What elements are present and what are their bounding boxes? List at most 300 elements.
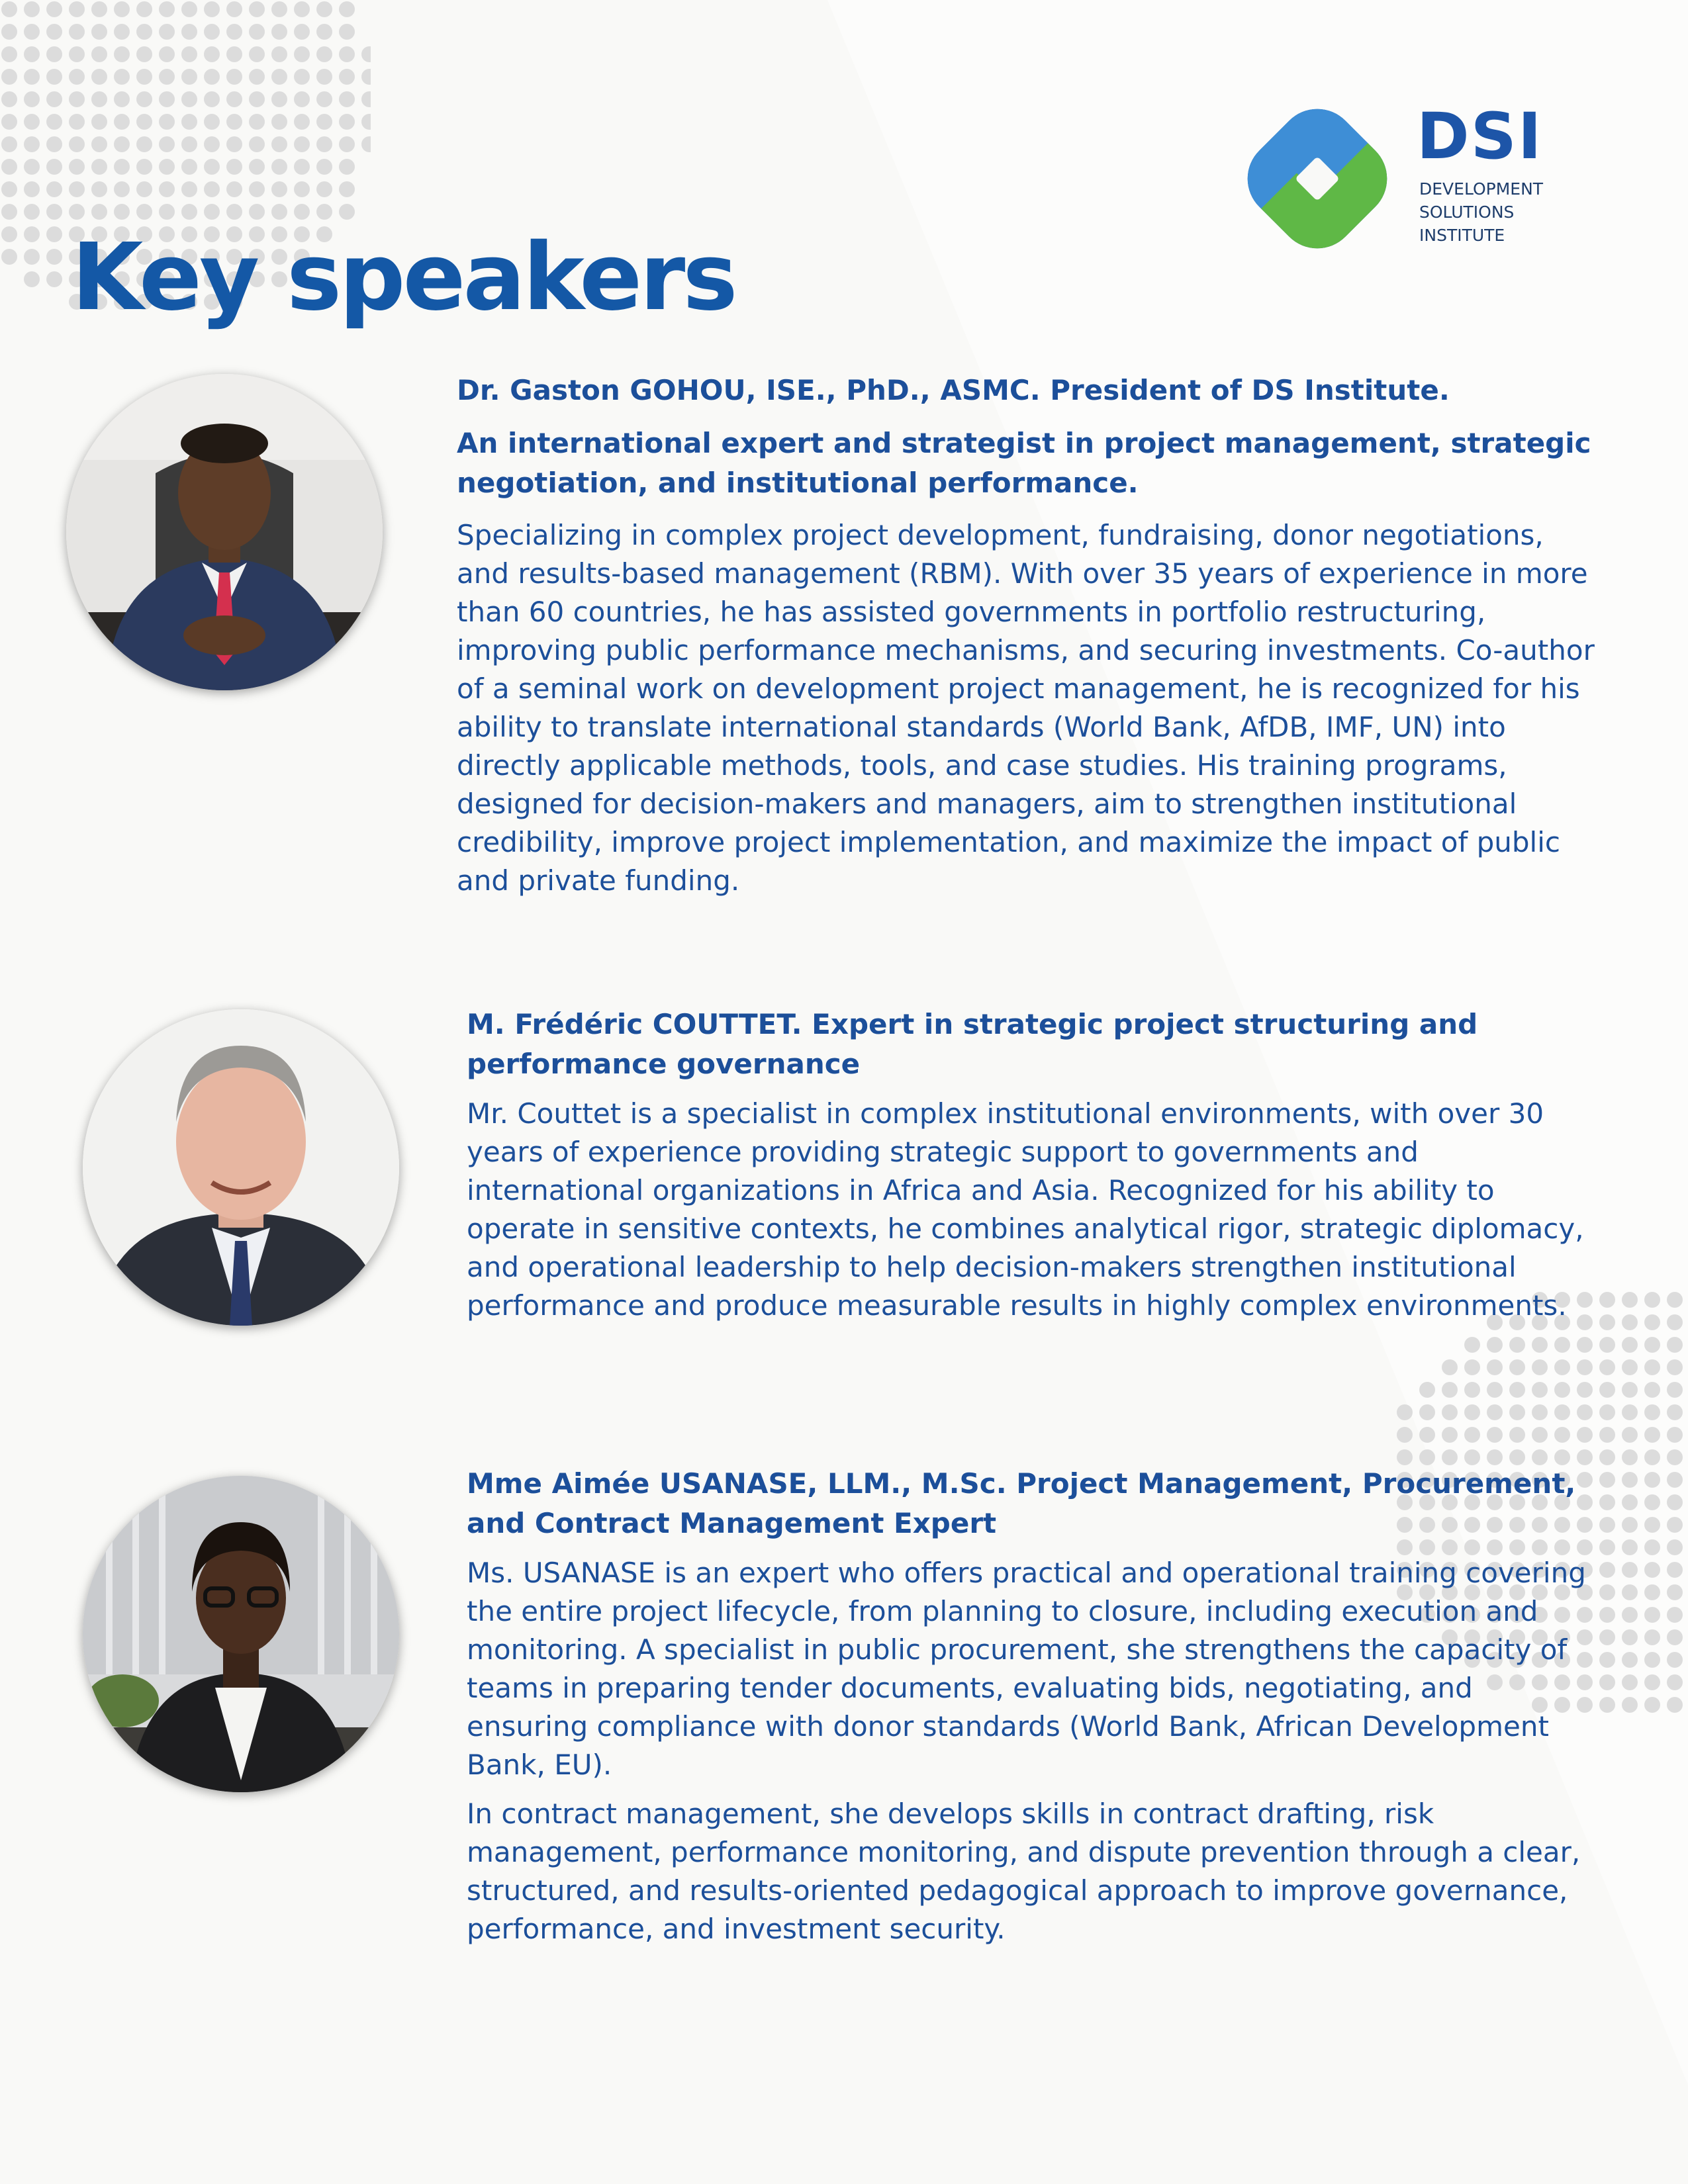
decorative-dot <box>1667 1697 1683 1713</box>
decorative-dot <box>1532 1449 1548 1465</box>
decorative-dot <box>271 91 287 107</box>
decorative-dot <box>204 136 220 152</box>
decorative-dot <box>69 46 85 62</box>
dsi-logo <box>1238 99 1582 258</box>
decorative-dot <box>91 46 107 62</box>
decorative-dot <box>249 46 265 62</box>
decorative-dot <box>114 46 130 62</box>
speaker-bio-gohou <box>457 371 1595 900</box>
decorative-dot <box>1622 1584 1638 1600</box>
decorative-dot <box>1622 1517 1638 1533</box>
decorative-dot <box>1667 1314 1683 1330</box>
decorative-dot <box>1644 1359 1660 1375</box>
decorative-dot <box>316 181 332 197</box>
decorative-dot <box>114 91 130 107</box>
decorative-dot <box>1442 1359 1458 1375</box>
decorative-dot <box>1509 1337 1525 1353</box>
decorative-dot <box>24 136 40 152</box>
decorative-dot <box>159 159 175 175</box>
decorative-dot <box>181 69 197 85</box>
decorative-dot <box>294 46 310 62</box>
decorative-dot <box>1644 1337 1660 1353</box>
decorative-dot <box>249 24 265 40</box>
decorative-dot <box>1 114 17 130</box>
decorative-dot <box>1554 1427 1570 1443</box>
decorative-dot <box>1622 1472 1638 1488</box>
decorative-dot <box>204 114 220 130</box>
decorative-dot <box>91 204 107 220</box>
decorative-dot <box>1599 1359 1615 1375</box>
decorative-dot <box>204 204 220 220</box>
decorative-dot <box>46 159 62 175</box>
decorative-dot <box>136 91 152 107</box>
decorative-dot <box>1464 1337 1480 1353</box>
decorative-dot <box>136 24 152 40</box>
decorative-dot <box>294 159 310 175</box>
decorative-dot <box>316 136 332 152</box>
decorative-dot <box>316 204 332 220</box>
decorative-dot <box>361 46 371 62</box>
decorative-dot <box>1667 1629 1683 1645</box>
decorative-dot <box>1 46 17 62</box>
decorative-dot <box>24 226 40 242</box>
decorative-dot <box>249 136 265 152</box>
decorative-dot <box>24 204 40 220</box>
decorative-dot <box>249 181 265 197</box>
decorative-dot <box>181 136 197 152</box>
decorative-dot <box>46 249 62 265</box>
decorative-dot <box>316 46 332 62</box>
decorative-dot <box>271 204 287 220</box>
decorative-dot <box>339 24 355 40</box>
decorative-dot <box>1 136 17 152</box>
decorative-dot <box>69 136 85 152</box>
decorative-dot <box>181 114 197 130</box>
decorative-dot <box>91 114 107 130</box>
decorative-dot <box>204 159 220 175</box>
decorative-dot <box>294 204 310 220</box>
decorative-dot <box>1644 1629 1660 1645</box>
decorative-dot <box>1667 1382 1683 1398</box>
decorative-dot <box>226 24 242 40</box>
speaker-heading: Mme Aimée USANASE, LLM., M.Sc. Project Management, Procurement, and Contract Management Expert <box>467 1467 1576 1539</box>
decorative-dot <box>271 1 287 17</box>
speaker-photo-gohou <box>66 374 383 690</box>
decorative-dot <box>1622 1629 1638 1645</box>
decorative-dot <box>361 69 371 85</box>
decorative-dot <box>1577 1382 1593 1398</box>
decorative-dot <box>316 159 332 175</box>
decorative-dot <box>159 181 175 197</box>
decorative-dot <box>69 1 85 17</box>
logo-subtitle-line: DEVELOPMENT <box>1419 179 1544 199</box>
decorative-dot <box>1599 1607 1615 1623</box>
decorative-dot <box>271 181 287 197</box>
decorative-dot <box>1622 1697 1638 1713</box>
decorative-dot <box>24 1 40 17</box>
speaker-heading: Dr. Gaston GOHOU, ISE., PhD., ASMC. President of DS Institute. <box>457 374 1450 406</box>
decorative-dot <box>294 69 310 85</box>
decorative-dot <box>1667 1359 1683 1375</box>
decorative-dot <box>1622 1652 1638 1668</box>
decorative-dot <box>1667 1584 1683 1600</box>
decorative-dot <box>1 24 17 40</box>
decorative-dot <box>1622 1674 1638 1690</box>
decorative-dot <box>226 159 242 175</box>
decorative-dot <box>24 249 40 265</box>
decorative-dot <box>1 91 17 107</box>
decorative-dot <box>69 69 85 85</box>
decorative-dot <box>114 69 130 85</box>
decorative-dot <box>91 69 107 85</box>
decorative-dot <box>91 91 107 107</box>
decorative-dot <box>1554 1449 1570 1465</box>
logo-subtitle-line: INSTITUTE <box>1419 226 1505 245</box>
decorative-dot <box>1599 1652 1615 1668</box>
decorative-dot <box>339 46 355 62</box>
decorative-dot <box>1487 1427 1503 1443</box>
decorative-dot <box>136 114 152 130</box>
decorative-dot <box>339 204 355 220</box>
decorative-dot <box>1667 1674 1683 1690</box>
decorative-dot <box>1599 1382 1615 1398</box>
decorative-dot <box>1667 1562 1683 1578</box>
decorative-dot <box>271 24 287 40</box>
decorative-dot <box>1442 1382 1458 1398</box>
decorative-dot <box>316 69 332 85</box>
decorative-dot <box>1442 1427 1458 1443</box>
decorative-dot <box>1644 1292 1660 1308</box>
decorative-dot <box>204 1 220 17</box>
decorative-dot <box>1442 1449 1458 1465</box>
decorative-dot <box>1599 1494 1615 1510</box>
decorative-dot <box>69 204 85 220</box>
decorative-dot <box>24 159 40 175</box>
decorative-dot <box>69 91 85 107</box>
decorative-dot <box>1532 1359 1548 1375</box>
speaker-bio-usanase <box>467 1464 1599 1948</box>
decorative-dot <box>1554 1382 1570 1398</box>
decorative-dot <box>1667 1292 1683 1308</box>
decorative-dot <box>339 136 355 152</box>
decorative-dot <box>91 159 107 175</box>
decorative-dot <box>91 24 107 40</box>
decorative-dot <box>1487 1404 1503 1420</box>
decorative-dot <box>136 204 152 220</box>
decorative-dot <box>226 69 242 85</box>
decorative-dot <box>204 69 220 85</box>
decorative-dot <box>1464 1427 1480 1443</box>
decorative-dot <box>339 91 355 107</box>
decorative-dot <box>1554 1404 1570 1420</box>
decorative-dot <box>361 114 371 130</box>
decorative-dot <box>294 24 310 40</box>
decorative-dot <box>1622 1449 1638 1465</box>
decorative-dot <box>271 136 287 152</box>
decorative-dot <box>1464 1359 1480 1375</box>
decorative-dot <box>249 114 265 130</box>
decorative-dot <box>1532 1382 1548 1398</box>
decorative-dot <box>136 181 152 197</box>
decorative-dot <box>114 1 130 17</box>
decorative-dot <box>1 249 17 265</box>
decorative-dot <box>1577 1427 1593 1443</box>
decorative-dot <box>339 69 355 85</box>
decorative-dot <box>1599 1292 1615 1308</box>
decorative-dot <box>294 1 310 17</box>
speaker-bio-text: Mr. Couttet is a specialist in complex institutional environments, with over 30 years of experience providing strategic support to governments and international organizations in Africa and Asia. Recognized for his ability to operate in sensitive contexts, he combines analytical rigor, strategic diplomacy, and operational leadership to help decision-makers strengthen institutional performance and produce measurable results in highly complex environments. <box>467 1097 1584 1322</box>
decorative-dot <box>181 159 197 175</box>
decorative-dot <box>226 204 242 220</box>
decorative-dot <box>46 226 62 242</box>
decorative-dot <box>1622 1314 1638 1330</box>
decorative-dot <box>1644 1697 1660 1713</box>
decorative-dot <box>46 1 62 17</box>
decorative-dot <box>204 24 220 40</box>
decorative-dot <box>1419 1427 1435 1443</box>
decorative-dot <box>1622 1539 1638 1555</box>
decorative-dot <box>46 271 62 287</box>
decorative-dot <box>1397 1449 1413 1465</box>
decorative-dot <box>339 1 355 17</box>
decorative-dot <box>91 136 107 152</box>
speaker-photo-couttet <box>83 1009 399 1326</box>
decorative-dot <box>1644 1449 1660 1465</box>
decorative-dot <box>1532 1337 1548 1353</box>
decorative-dot <box>1667 1652 1683 1668</box>
decorative-dot <box>24 69 40 85</box>
speaker-subheading: An international expert and strategist in project management, strategic negotiation, and institutional performance. <box>457 427 1591 499</box>
decorative-dot <box>181 204 197 220</box>
decorative-dot <box>1 226 17 242</box>
decorative-dot <box>1599 1314 1615 1330</box>
decorative-dot <box>1644 1382 1660 1398</box>
decorative-dot <box>136 159 152 175</box>
speaker-bio-text-2: In contract management, she develops skills in contract drafting, risk management, performance monitoring, and dispute prevention through a clear, structured, and results-oriented pedagogical approach to improve governance, performance, and investment security. <box>467 1797 1581 1945</box>
decorative-dot <box>1667 1517 1683 1533</box>
decorative-dot <box>226 114 242 130</box>
decorative-dot <box>1644 1584 1660 1600</box>
decorative-dot <box>316 91 332 107</box>
decorative-dot <box>1599 1584 1615 1600</box>
page-title: Key speakers <box>71 224 735 332</box>
decorative-dot <box>159 136 175 152</box>
decorative-dot <box>1 69 17 85</box>
decorative-dot <box>1599 1674 1615 1690</box>
decorative-dot <box>339 159 355 175</box>
decorative-dot <box>1644 1472 1660 1488</box>
decorative-dot <box>46 181 62 197</box>
decorative-dot <box>1622 1562 1638 1578</box>
decorative-dot <box>1464 1382 1480 1398</box>
logo-subtitle-line: SOLUTIONS <box>1419 203 1515 222</box>
decorative-dot <box>271 159 287 175</box>
decorative-dot <box>159 114 175 130</box>
decorative-dot <box>226 1 242 17</box>
decorative-dot <box>361 136 371 152</box>
decorative-dot <box>24 46 40 62</box>
decorative-dot <box>1599 1427 1615 1443</box>
decorative-dot <box>1397 1404 1413 1420</box>
decorative-dot <box>204 181 220 197</box>
decorative-dot <box>1644 1539 1660 1555</box>
decorative-dot <box>316 1 332 17</box>
decorative-dot <box>114 114 130 130</box>
decorative-dot <box>1667 1494 1683 1510</box>
decorative-dot <box>1644 1674 1660 1690</box>
decorative-dot <box>1442 1404 1458 1420</box>
decorative-dot <box>204 46 220 62</box>
decorative-dot <box>136 136 152 152</box>
decorative-dot <box>1644 1562 1660 1578</box>
speaker-bio-text: Specializing in complex project development, fundraising, donor negotiations, and results-based management (RBM). With over 35 years of experience in more than 60 countries, he has assisted governments in portfolio restructuring, improving public performance mechanisms, and securing investments. Co-author of a seminal work on development project management, he is recognized for his ability to translate international standards (World Bank, AfDB, IMF, UN) into directly applicable methods, tools, and case studies. His training programs, designed for decision-makers and managers, aim to strengthen institutional credibility, improve project implementation, and maximize the impact of public and private funding. <box>457 519 1595 897</box>
decorative-dot <box>316 114 332 130</box>
decorative-dot <box>361 91 371 107</box>
decorative-dot <box>1599 1697 1615 1713</box>
decorative-dot <box>1599 1472 1615 1488</box>
decorative-dot <box>204 91 220 107</box>
decorative-dot <box>249 91 265 107</box>
decorative-dot <box>1644 1607 1660 1623</box>
decorative-dot <box>316 24 332 40</box>
decorative-dot <box>1644 1404 1660 1420</box>
decorative-dot <box>1599 1562 1615 1578</box>
decorative-dot <box>46 114 62 130</box>
decorative-dot <box>1487 1449 1503 1465</box>
decorative-dot <box>1464 1404 1480 1420</box>
decorative-dot <box>1667 1472 1683 1488</box>
decorative-dot <box>24 114 40 130</box>
decorative-dot <box>1509 1449 1525 1465</box>
decorative-dot <box>271 114 287 130</box>
decorative-dot <box>46 204 62 220</box>
decorative-dot <box>271 46 287 62</box>
decorative-dot <box>114 136 130 152</box>
decorative-dot <box>69 114 85 130</box>
decorative-dot <box>46 136 62 152</box>
decorative-dot <box>91 181 107 197</box>
decorative-dot <box>294 91 310 107</box>
decorative-dot <box>1 204 17 220</box>
decorative-dot <box>24 24 40 40</box>
decorative-dot <box>159 69 175 85</box>
speaker-bio-couttet <box>467 1005 1599 1325</box>
decorative-dot <box>294 114 310 130</box>
decorative-dot <box>1599 1449 1615 1465</box>
decorative-dot <box>1487 1359 1503 1375</box>
decorative-dot <box>1622 1427 1638 1443</box>
decorative-dot <box>1599 1629 1615 1645</box>
decorative-dot <box>1532 1427 1548 1443</box>
decorative-dot <box>114 181 130 197</box>
decorative-dot <box>1 181 17 197</box>
decorative-dot <box>1509 1427 1525 1443</box>
decorative-dot <box>181 24 197 40</box>
decorative-dot <box>1644 1427 1660 1443</box>
decorative-dot <box>1509 1382 1525 1398</box>
decorative-dot <box>136 46 152 62</box>
decorative-dot <box>249 1 265 17</box>
decorative-dot <box>1644 1652 1660 1668</box>
decorative-dot <box>1487 1337 1503 1353</box>
decorative-dot <box>1644 1314 1660 1330</box>
decorative-dot <box>69 159 85 175</box>
decorative-dot <box>339 114 355 130</box>
decorative-dot <box>1622 1292 1638 1308</box>
decorative-dot <box>249 69 265 85</box>
decorative-dot <box>1509 1404 1525 1420</box>
decorative-dot <box>249 159 265 175</box>
decorative-dot <box>24 91 40 107</box>
decorative-dot <box>1622 1337 1638 1353</box>
decorative-dot <box>1667 1539 1683 1555</box>
decorative-dot <box>24 181 40 197</box>
decorative-dot <box>1554 1359 1570 1375</box>
logo-name: DSI <box>1417 99 1543 173</box>
decorative-dot <box>1622 1359 1638 1375</box>
decorative-dot <box>46 69 62 85</box>
decorative-dot <box>46 46 62 62</box>
dsi-logo-mark-icon <box>1238 99 1397 258</box>
decorative-dot <box>1577 1449 1593 1465</box>
decorative-dot <box>339 181 355 197</box>
decorative-dot <box>1419 1382 1435 1398</box>
decorative-dot <box>46 91 62 107</box>
decorative-dot <box>1622 1607 1638 1623</box>
decorative-dot <box>1644 1517 1660 1533</box>
decorative-dot <box>114 204 130 220</box>
decorative-dot <box>294 136 310 152</box>
decorative-dot <box>1644 1494 1660 1510</box>
decorative-dot <box>1 159 17 175</box>
decorative-dot <box>46 24 62 40</box>
decorative-dot <box>226 46 242 62</box>
decorative-dot <box>181 181 197 197</box>
decorative-dot <box>1532 1404 1548 1420</box>
decorative-dot <box>1397 1427 1413 1443</box>
decorative-dot <box>69 181 85 197</box>
decorative-dot <box>136 1 152 17</box>
decorative-dot <box>114 24 130 40</box>
decorative-dot <box>1622 1382 1638 1398</box>
decorative-dot <box>181 46 197 62</box>
decorative-dot <box>69 24 85 40</box>
decorative-dot <box>1599 1539 1615 1555</box>
decorative-dot <box>249 204 265 220</box>
decorative-dot <box>114 159 130 175</box>
speaker-bio-text: Ms. USANASE is an expert who offers practical and operational training covering the entire project lifecycle, from planning to closure, including execution and monitoring. A specialist in public procurement, she strengthens the capacity of teams in preparing tender documents, evaluating bids, negotiating, and ensuring compliance with donor standards (World Bank, African Development Bank, EU). <box>467 1557 1586 1781</box>
decorative-dot <box>226 136 242 152</box>
decorative-dot <box>294 181 310 197</box>
decorative-dot <box>1509 1359 1525 1375</box>
decorative-dot <box>24 271 40 287</box>
decorative-dot <box>1667 1337 1683 1353</box>
decorative-dot <box>159 91 175 107</box>
decorative-dot <box>1599 1517 1615 1533</box>
decorative-dot <box>1577 1359 1593 1375</box>
decorative-dot <box>1599 1404 1615 1420</box>
decorative-dot <box>1419 1404 1435 1420</box>
decorative-dot <box>136 69 152 85</box>
speaker-photo-usanase <box>83 1476 399 1792</box>
decorative-dot <box>1667 1607 1683 1623</box>
decorative-dot <box>1554 1337 1570 1353</box>
decorative-dot <box>1577 1337 1593 1353</box>
decorative-dot <box>226 181 242 197</box>
decorative-dot <box>159 1 175 17</box>
decorative-dot <box>1622 1494 1638 1510</box>
decorative-dot <box>91 1 107 17</box>
